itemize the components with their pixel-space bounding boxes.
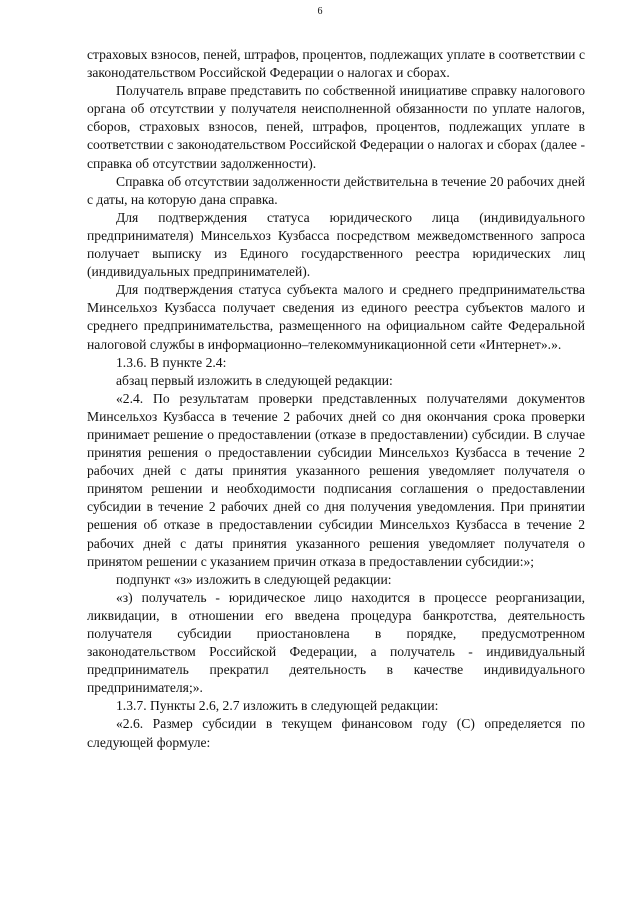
paragraph: «з) получатель - юридическое лицо находится в процессе реорганизации, ликвидации, в отношении его введена процедура банкротства, деятельность получателя субсидии приостановлена в порядке, предусмотренном законодательством Российской Федерации, а получатель - индивидуальный предприниматель прекратил деятельность в качестве индивидуального предпринимателя;». [87, 589, 585, 696]
paragraph: «2.4. По результатам проверки представленных получателями документов Минсельхоз Кузбасса в течение 2 рабочих дней со дня окончания срока проверки принимает решение о предоставлении (отказе в предоставлении) субсидии. В случае принятия решения о предоставлении субсидии Минсельхоз Кузбасса в течение 2 рабочих дней с даты принятия указанного решения уведомляет получателя о принятом решении и необходимости подписания соглашения о предоставлении субсидии в течение 2 рабочих дней со дня получения уведомления. При принятии решения об отказе в предоставлении субсидии Минсельхоз Кузбасса в течение 2 рабочих дней с даты принятия указанного решения уведомляет получателя о принятом решении с указанием причин отказа в предоставлении субсидии:»; [87, 390, 585, 569]
paragraph: Для подтверждения статуса юридического лица (индивидуального предпринимателя) Минсельхоз Кузбасса посредством межведомственного запроса получает выписку из Единого государственного реестра юридических лиц (индивидуальных предпринимателей). [87, 209, 585, 280]
paragraph: Получатель вправе представить по собственной инициативе справку налогового органа об отсутствии у получателя неисполненной обязанности по уплате налогов, сборов, страховых взносов, пеней, штрафов, процентов, подлежащих уплате в соответствии с законодательством Российской Федерации о налогах и сборах (далее - справка об отсутствии задолженности). [87, 83, 585, 171]
paragraph: 1.3.6. В пункте 2.4: [116, 354, 227, 370]
paragraph: страховых взносов, пеней, штрафов, процентов, подлежащих уплате в соответствии с законодательством Российской Федерации о налогах и сборах. [87, 47, 585, 81]
paragraph: Для подтверждения статуса субъекта малого и среднего предпринимательства Минсельхоз Кузбасса получает сведения из единого реестра субъектов малого и среднего предпринимательства, размещенного на официальном сайте Федеральной налоговой службы в информационно–телекоммуникационной сети «Интернет».». [87, 282, 585, 352]
document-body [87, 46, 585, 752]
paragraph: «2.6. Размер субсидии в текущем финансовом году (С) определяется по следующей формуле: [87, 716, 585, 750]
paragraph: Справка об отсутствии задолженности действительна в течение 20 рабочих дней с даты, на которую дана справка. [87, 173, 585, 207]
paragraph: подпункт «з» изложить в следующей редакции: [116, 571, 392, 587]
page-number: 6 [317, 6, 323, 17]
paragraph: 1.3.7. Пункты 2.6, 2.7 изложить в следующей редакции: [116, 698, 439, 714]
paragraph: абзац первый изложить в следующей редакции: [116, 372, 393, 388]
